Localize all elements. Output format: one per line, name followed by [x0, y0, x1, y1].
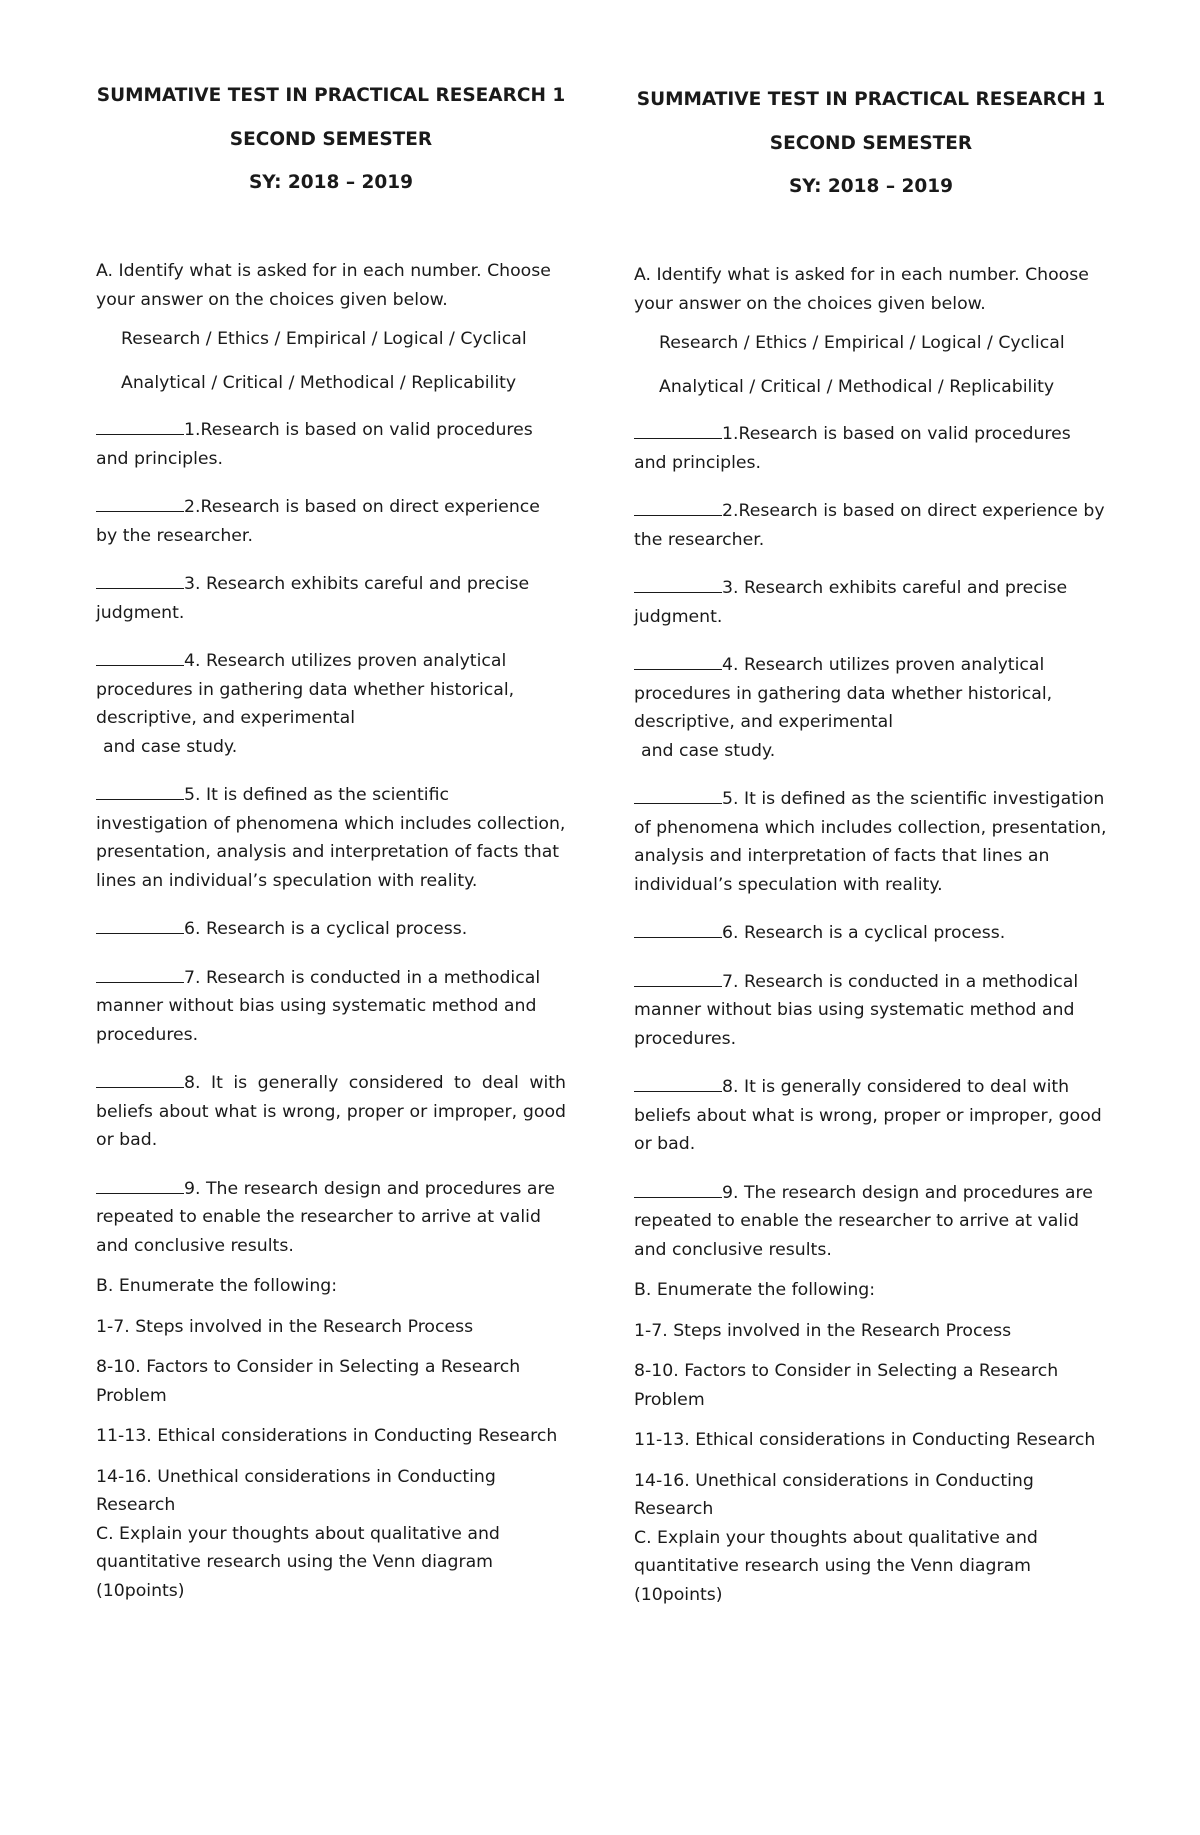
enumeration-item: 11-13. Ethical considerations in Conducting Research	[96, 1426, 558, 1446]
answer-blank[interactable]	[634, 1071, 722, 1092]
question-item: 3. Research exhibits careful and precise judgment.	[634, 572, 1108, 631]
answer-blank[interactable]	[96, 913, 184, 934]
choices-line-2: Analytical / Critical / Methodical / Replicability	[121, 373, 517, 393]
part-c-instruction: C. Explain your thoughts about qualitative and quantitative research using the Venn diagram (10points)	[634, 1527, 1038, 1605]
answer-blank[interactable]	[96, 491, 184, 512]
answer-blank[interactable]	[634, 966, 722, 987]
answer-blank[interactable]	[634, 572, 722, 593]
part-a-instruction: A. Identify what is asked for in each number. Choose your answer on the choices given below.	[634, 265, 1089, 314]
enumeration-item: 8-10. Factors to Consider in Selecting a Research Problem	[634, 1361, 1059, 1410]
question-item: 8. It is generally considered to deal with beliefs about what is wrong, proper or improper, good or bad.	[634, 1071, 1108, 1159]
school-year-label: SY: 2018 – 2019	[788, 176, 954, 197]
answer-blank[interactable]	[96, 1067, 184, 1088]
answer-blank[interactable]	[634, 649, 722, 670]
answer-blank[interactable]	[96, 568, 184, 589]
part-b-heading: B. Enumerate the following:	[96, 1276, 338, 1296]
answer-blank[interactable]	[634, 495, 722, 516]
answer-blank[interactable]	[634, 783, 722, 804]
question-item: 9. The research design and procedures are repeated to enable the researcher to arrive at valid and conclusive results.	[96, 1173, 566, 1261]
question-item: 2.Research is based on direct experience by the researcher.	[634, 495, 1108, 554]
test-title: SUMMATIVE TEST IN PRACTICAL RESEARCH 1	[96, 85, 566, 106]
enumeration-item: 8-10. Factors to Consider in Selecting a Research Problem	[96, 1357, 521, 1406]
choices-line-2: Analytical / Critical / Methodical / Replicability	[659, 377, 1055, 397]
question-item: 7. Research is conducted in a methodical manner without bias using systematic method and procedures.	[634, 966, 1108, 1054]
answer-blank[interactable]	[96, 962, 184, 983]
question-item: 6. Research is a cyclical process.	[96, 913, 566, 944]
answer-blank[interactable]	[96, 645, 184, 666]
answer-blank[interactable]	[96, 414, 184, 435]
test-copy-right	[634, 89, 1108, 1609]
question-item: 7. Research is conducted in a methodical manner without bias using systematic method and procedures.	[96, 962, 566, 1050]
choices-line-1: Research / Ethics / Empirical / Logical / Cyclical	[121, 329, 527, 349]
question-item: 5. It is defined as the scientific investigation of phenomena which includes collection, presentation, analysis and interpretation of facts that lines an individual’s speculation with reality.	[96, 779, 566, 895]
part-a-instruction: A. Identify what is asked for in each number. Choose your answer on the choices given below.	[96, 261, 551, 310]
part-c-instruction: C. Explain your thoughts about qualitative and quantitative research using the Venn diagram (10points)	[96, 1523, 500, 1601]
test-copy-left	[96, 85, 566, 1605]
enumeration-item: 1-7. Steps involved in the Research Process	[96, 1316, 474, 1337]
question-item: 6. Research is a cyclical process.	[634, 917, 1108, 948]
enumeration-item: 14-16. Unethical considerations in Conducting Research	[634, 1470, 1034, 1519]
question-item: 3. Research exhibits careful and precise judgment.	[96, 568, 566, 627]
question-item: 4. Research utilizes proven analytical procedures in gathering data whether historical, descriptive, and experimental and case study.	[96, 645, 566, 761]
answer-blank[interactable]	[634, 917, 722, 938]
answer-blank[interactable]	[96, 779, 184, 800]
test-title: SUMMATIVE TEST IN PRACTICAL RESEARCH 1	[636, 89, 1106, 110]
question-item: 9. The research design and procedures are repeated to enable the researcher to arrive at valid and conclusive results.	[634, 1177, 1108, 1265]
answer-blank[interactable]	[634, 1177, 722, 1198]
answer-blank[interactable]	[634, 418, 722, 439]
question-item: 4. Research utilizes proven analytical procedures in gathering data whether historical, descriptive, and experimental and case study.	[634, 649, 1108, 765]
question-item: 1.Research is based on valid procedures and principles.	[96, 414, 566, 473]
answer-blank[interactable]	[96, 1173, 184, 1194]
choices-line-1: Research / Ethics / Empirical / Logical / Cyclical	[659, 333, 1065, 353]
part-b-heading: B. Enumerate the following:	[634, 1280, 876, 1300]
question-item: 1.Research is based on valid procedures and principles.	[634, 418, 1108, 477]
enumeration-item: 14-16. Unethical considerations in Conducting Research	[96, 1466, 496, 1515]
enumeration-item: 1-7. Steps involved in the Research Process	[634, 1320, 1012, 1341]
enumeration-item: 11-13. Ethical considerations in Conducting Research	[634, 1430, 1096, 1450]
question-item: 5. It is defined as the scientific investigation of phenomena which includes collection, presentation, analysis and interpretation of facts that lines an individual’s speculation with reality.	[634, 783, 1108, 899]
question-item: 8. It is generally considered to deal with beliefs about what is wrong, proper or improper, good or bad.	[96, 1067, 566, 1155]
semester-label: SECOND SEMESTER	[769, 133, 973, 154]
semester-label: SECOND SEMESTER	[229, 129, 433, 150]
question-item: 2.Research is based on direct experience by the researcher.	[96, 491, 566, 550]
school-year-label: SY: 2018 – 2019	[248, 172, 414, 193]
